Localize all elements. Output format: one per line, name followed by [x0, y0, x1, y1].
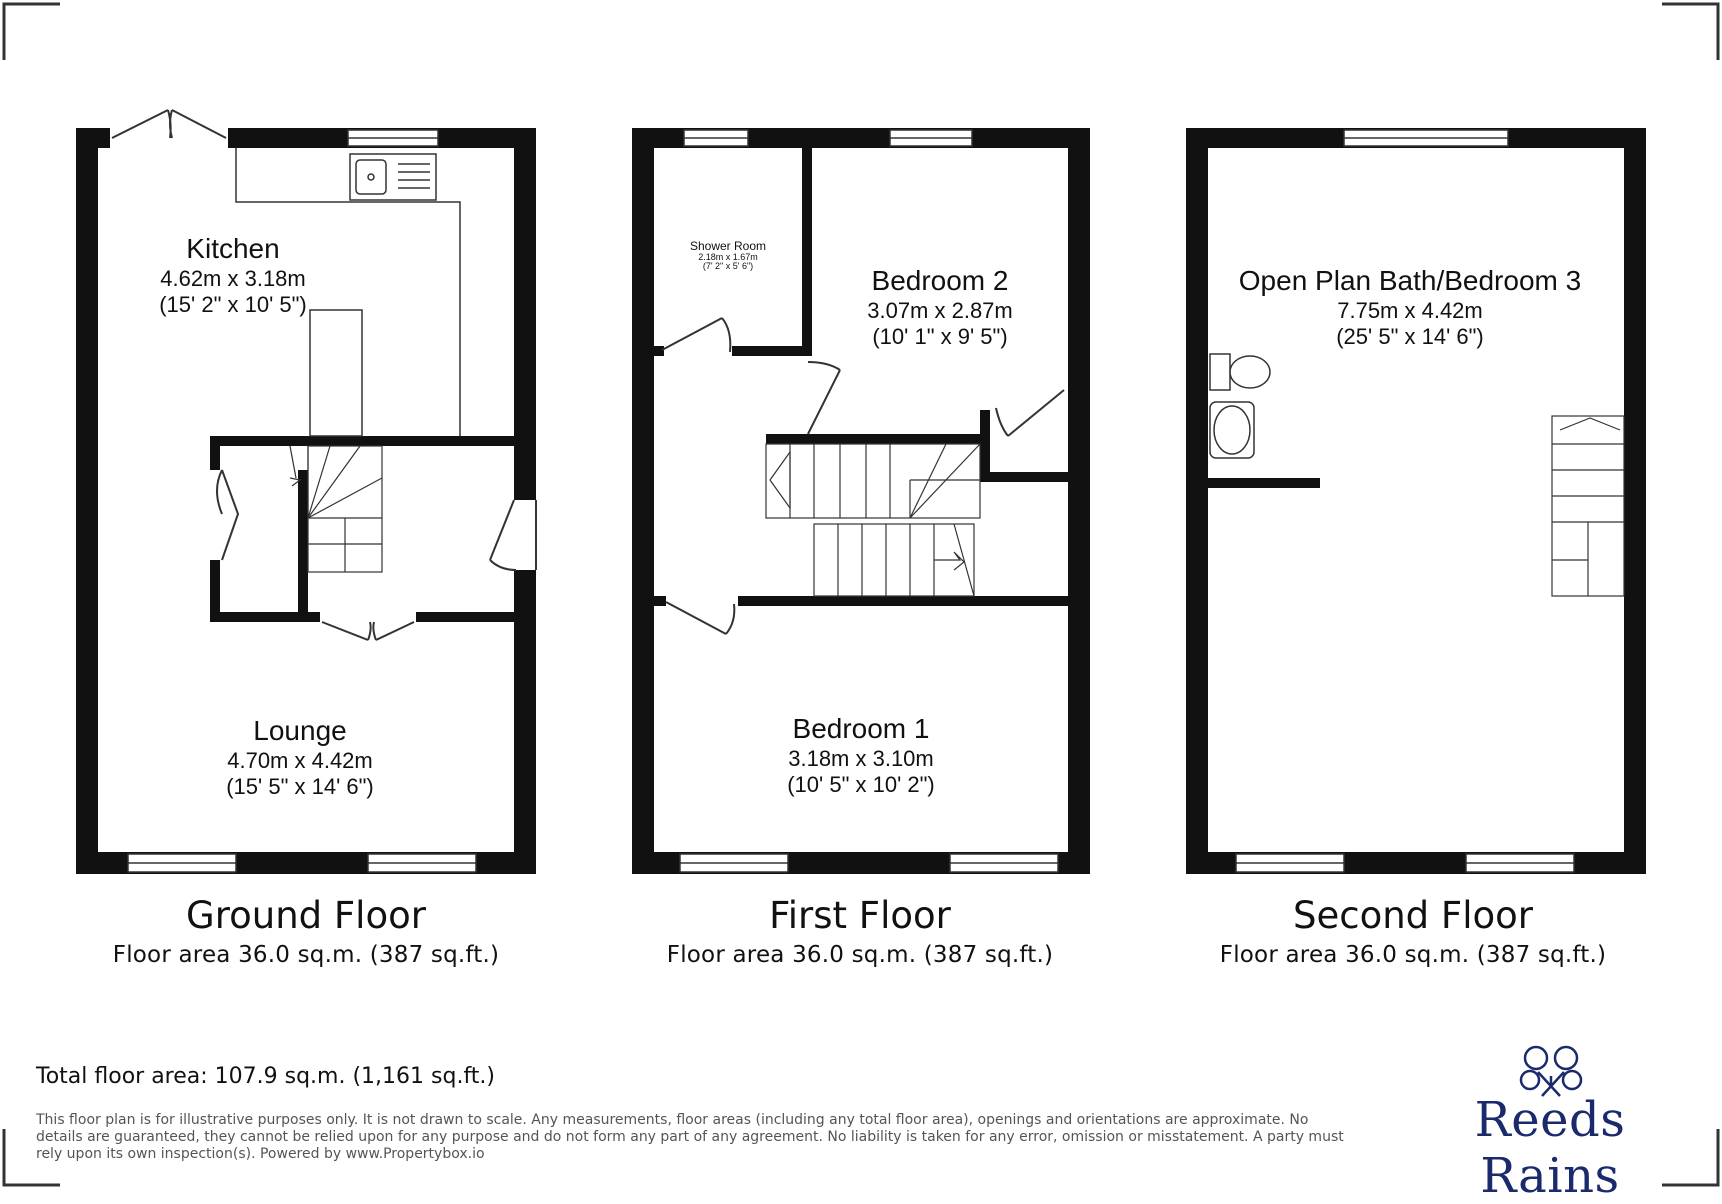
room-dimensions-imperial: (7' 2" x 5' 6"): [702, 261, 754, 272]
room-label-kitchen: [130, 232, 336, 318]
floor-area-first: Floor area 36.0 sq.m. (387 sq.ft.): [666, 942, 1054, 968]
disclaimer-text: This floor plan is for illustrative purposes only. It is not drawn to scale. Any measurements, floor areas (including any total floor area), openings and orientations are approximate. No details are guaranteed, they cannot be relied upon for any purpose and do not form any part of any agreement. No liability is taken for any error, omission or misstatement. A party must rely upon its own inspection(s). Powered by www.Propertybox.io: [36, 1112, 1344, 1162]
room-dimensions-imperial: (10' 5" x 10' 2"): [787, 771, 935, 797]
floor-title-first: First Floor: [769, 894, 951, 937]
room-dimensions-metric: 4.70m x 4.42m: [227, 747, 373, 773]
total-floor-area: Total floor area: 107.9 sq.m. (1,161 sq.ft.): [36, 1064, 496, 1089]
room-name: Bedroom 2: [871, 265, 1009, 296]
room-dimensions-imperial: (15' 5" x 14' 6"): [226, 773, 374, 799]
room-label-bedroom-1: [750, 712, 972, 798]
room-dimensions-imperial: (25' 5" x 14' 6"): [1336, 323, 1484, 349]
room-label-shower-room: [672, 240, 784, 271]
room-name: Lounge: [253, 715, 347, 746]
room-name: Kitchen: [186, 233, 280, 264]
room-label-open-plan-bath-bedroom-3: [1218, 264, 1602, 350]
crossed-keys-icon: [1521, 1047, 1581, 1096]
second-floor-plan: [1186, 128, 1646, 874]
crop-marks: [4, 4, 1718, 1185]
room-dimensions-metric: 4.62m x 3.18m: [160, 265, 306, 291]
room-name: Shower Room: [689, 239, 767, 253]
room-dimensions-metric: 2.18m x 1.67m: [698, 251, 758, 262]
floor-area-second: Floor area 36.0 sq.m. (387 sq.ft.): [1219, 942, 1607, 968]
room-label-lounge: [190, 714, 410, 800]
room-dimensions-metric: 3.18m x 3.10m: [788, 745, 934, 771]
room-label-bedroom-2: [830, 264, 1050, 350]
floor-area-ground: Floor area 36.0 sq.m. (387 sq.ft.): [112, 942, 500, 968]
room-dimensions-metric: 3.07m x 2.87m: [867, 297, 1013, 323]
room-dimensions-metric: 7.75m x 4.42m: [1337, 297, 1483, 323]
room-name: Bedroom 1: [792, 713, 930, 744]
room-dimensions-imperial: (15' 2" x 10' 5"): [159, 291, 307, 317]
floor-title-ground: Ground Floor: [186, 894, 426, 937]
room-name: Open Plan Bath/Bedroom 3: [1238, 265, 1582, 296]
floor-title-second: Second Floor: [1293, 894, 1533, 937]
brand-logo-text: Reeds Rains: [1474, 1092, 1626, 1204]
room-dimensions-imperial: (10' 1" x 9' 5"): [872, 323, 1008, 349]
